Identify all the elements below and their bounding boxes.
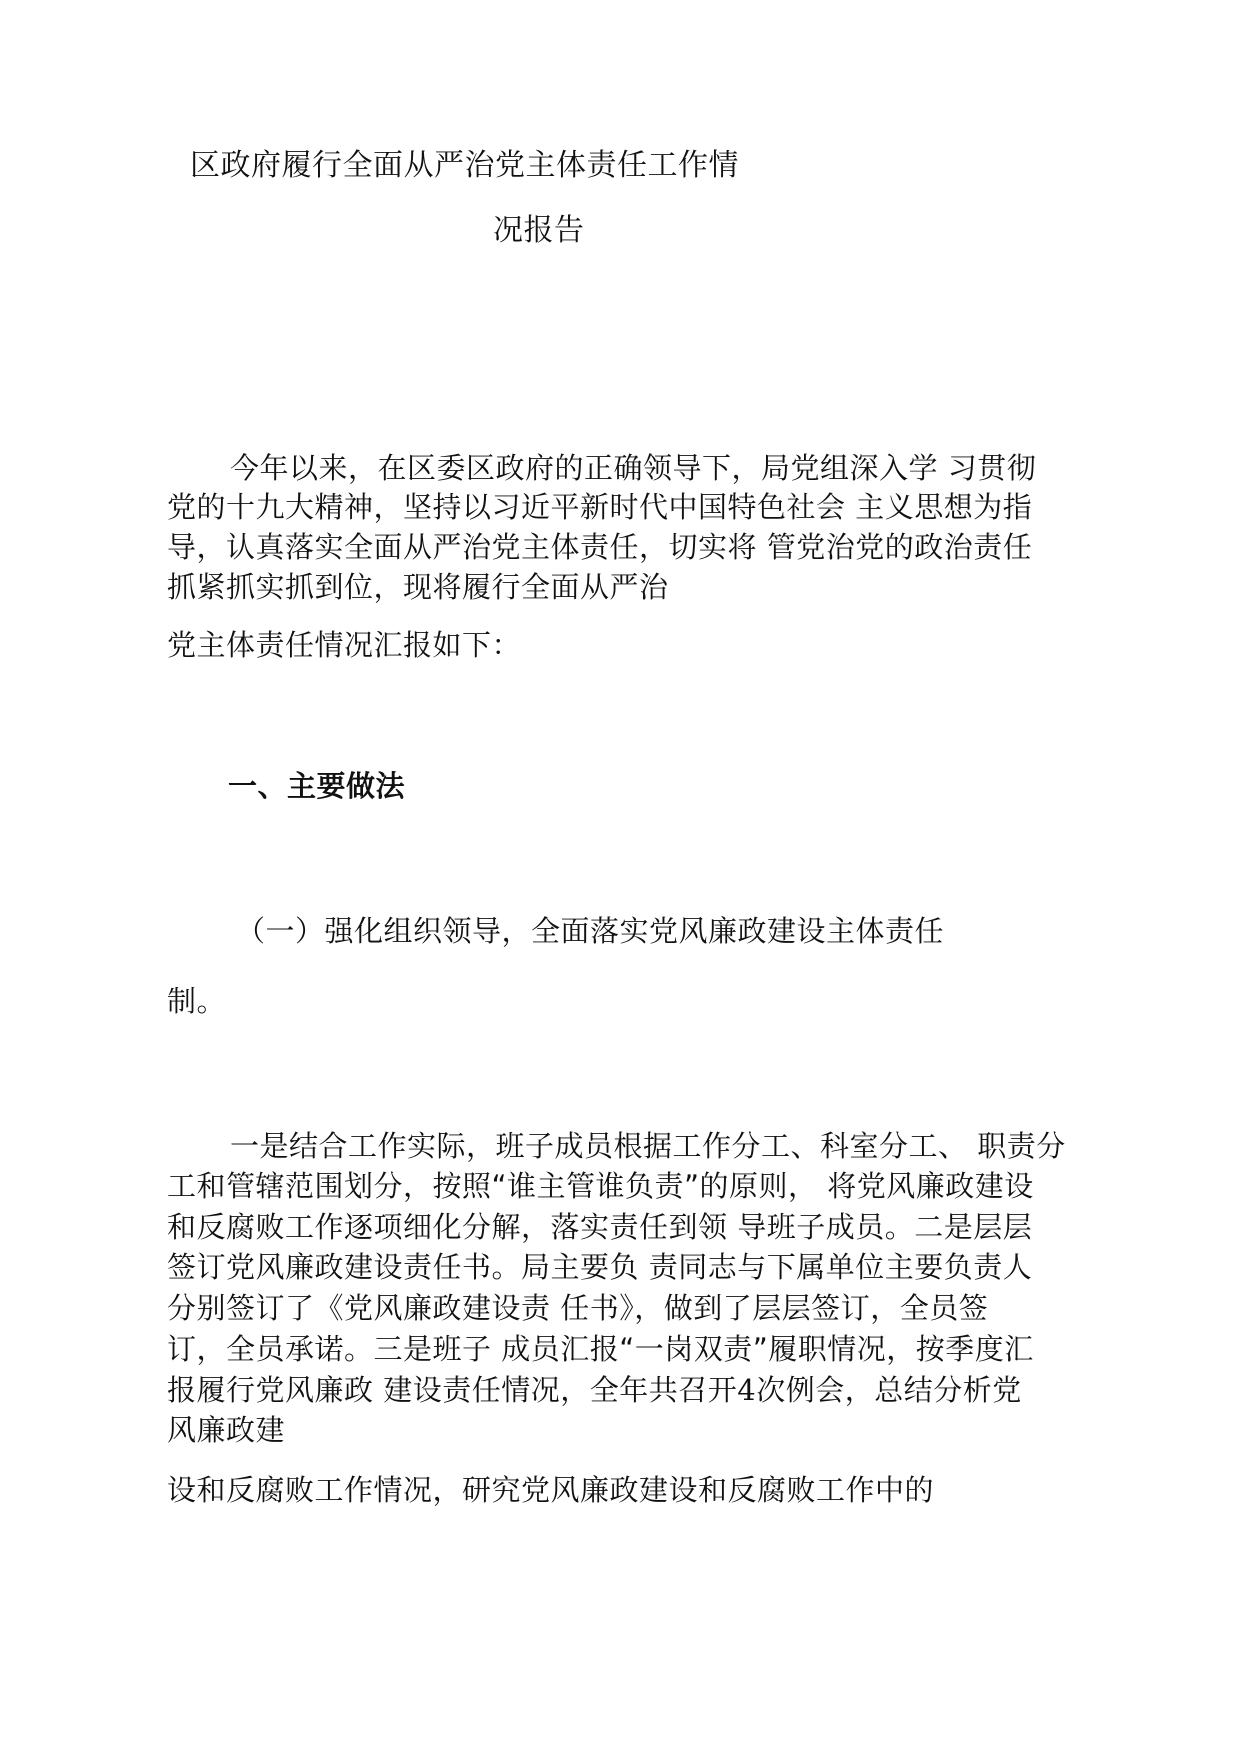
subsection-heading-line-2: 制。 xyxy=(167,984,227,1018)
paragraph-1-line-8: 风廉政建 xyxy=(167,1413,286,1447)
intro-line-2: 党的十九大精神，坚持以习近平新时代中国特色社会 主义思想为指 xyxy=(167,490,1033,524)
paragraph-1-line-4: 签订党风廉政建设责任书。局主要负 责同志与下属单位主要负责人 xyxy=(167,1250,1033,1284)
intro-line-3: 导，认真落实全面从严治党主体责任，切实将 管党治党的政治责任 xyxy=(167,530,1033,564)
paragraph-1-line-7-start: 报履行党风廉政 建设责任情况，全年共召开 xyxy=(167,1373,738,1407)
document-title-line-1: 区政府履行全面从严治党主体责任工作情 xyxy=(190,148,739,183)
meeting-count-number: 4 xyxy=(737,1373,757,1407)
paragraph-1-line-2: 工和管辖范围划分，按照“谁主管谁负责”的原则， 将党风廉政建设 xyxy=(167,1169,1034,1203)
paragraph-1-line-7-end: 次例会，总结分析党 xyxy=(756,1373,1022,1407)
intro-line-1: 今年以来，在区委区政府的正确领导下，局党组深入学 习贯彻 xyxy=(230,451,1037,485)
paragraph-1-line-9: 设和反腐败工作情况，研究党风廉政建设和反腐败工作中的 xyxy=(167,1473,935,1507)
document-title-line-2: 况报告 xyxy=(493,213,585,248)
section-heading-main-practices: 一、主要做法 xyxy=(228,769,406,803)
intro-line-4: 抓紧抓实抓到位，现将履行全面从严治 xyxy=(167,570,669,604)
paragraph-1-line-5: 分别签订了《党风廉政建设责 任书》，做到了层层签订，全员签 xyxy=(167,1291,989,1325)
paragraph-1-line-3: 和反腐败工作逐项细化分解，落实责任到领 导班子成员。二是层层 xyxy=(167,1210,1033,1244)
subsection-heading-line-1: （一）强化组织领导，全面落实党风廉政建设主体责任 xyxy=(236,914,945,948)
paragraph-1-line-1: 一是结合工作实际，班子成员根据工作分工、科室分工、 职责分 xyxy=(230,1129,1066,1163)
paragraph-1-line-7 xyxy=(167,1372,1022,1408)
paragraph-1-line-6: 订，全员承诺。三是班子 成员汇报“一岗双责”履职情况，按季度汇 xyxy=(167,1332,1034,1366)
intro-line-5: 党主体责任情况汇报如下： xyxy=(167,628,522,662)
